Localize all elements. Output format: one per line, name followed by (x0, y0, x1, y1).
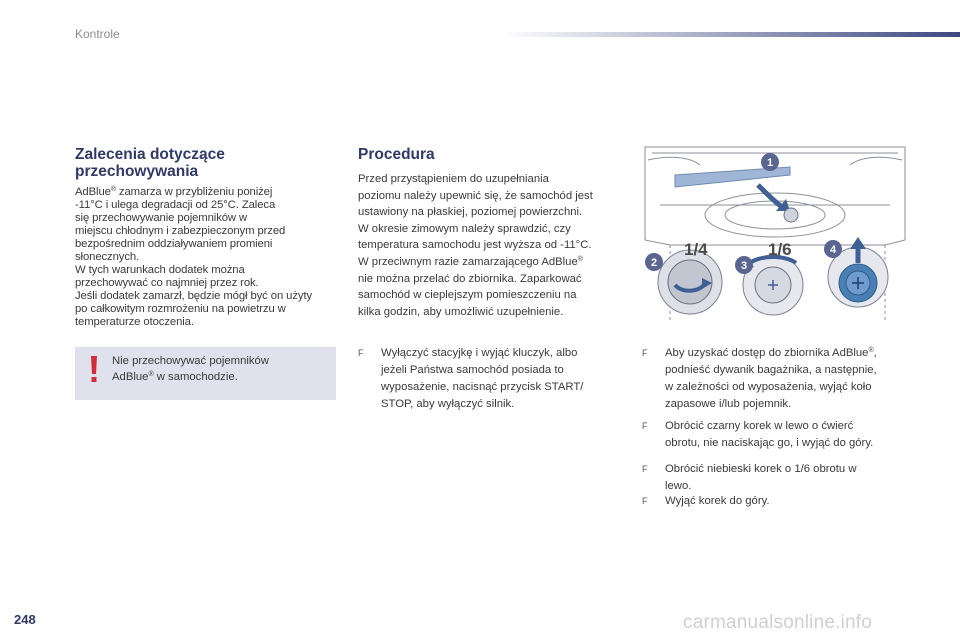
text-line: samochód w cieplejszym pomieszczeniu na (358, 289, 577, 302)
callout-3 (735, 256, 753, 274)
text-line: się przechowywanie pojemników w (75, 212, 248, 224)
text-line: ustawiony na płaskiej, poziomej powierzchni. (358, 206, 583, 219)
text-line: przechowywać co najmniej przez rok. (75, 277, 259, 289)
exclamation-icon (88, 355, 100, 385)
section-name: Kontrole (75, 27, 120, 41)
text-line: Aby uzyskać dostęp do zbiornika AdBlue®, (665, 347, 877, 359)
text-line: W przeciwnym razie zamarzającego AdBlue® (358, 255, 583, 268)
svg-text:1: 1 (766, 157, 774, 169)
storage-heading: Zalecenia dotyczące przechowywania (75, 146, 225, 180)
text-line: AdBlue® zamarza w przybliżeniu poniżej (75, 186, 273, 198)
callout-2 (645, 253, 663, 271)
text-line: wyposażenie, nacisnąć przycisk START/ (381, 381, 584, 393)
text-line: temperatura samochodu jest wyższa od -11°C. (358, 239, 592, 252)
text-line: Obrócić niebieski korek o 1/6 obrotu w (665, 463, 857, 475)
text-line: Wyłączyć stacyjkę i wyjąć kluczyk, albo (381, 347, 578, 359)
text-line: Wyjąć korek do góry. (665, 495, 770, 507)
text-line: W tych warunkach dodatek można (75, 264, 245, 276)
svg-text:4: 4 (829, 244, 837, 256)
text-line: W okresie zimowym należy sprawdzić, czy (358, 222, 571, 235)
bullet-icon: F (642, 348, 648, 358)
adblue-filler-illustration (640, 145, 910, 325)
header-bar (500, 32, 960, 37)
procedure-paragraph (358, 171, 628, 320)
text-line: w zależności od wyposażenia, wyjąć koło (665, 381, 872, 393)
cap-panel-middle (740, 240, 803, 315)
bullet-icon: F (642, 421, 648, 431)
text-line: podnieść dywanik bagażnika, a następnie, (665, 364, 877, 376)
text-line: po całkowitym rozmrożeniu na powietrzu w (75, 303, 286, 315)
procedure-section (358, 146, 628, 320)
text-line: kilka godzin, aby umożliwić uzupełnienie. (358, 305, 564, 318)
storage-paragraph (75, 186, 340, 329)
text-line: bezpośrednim oddziaływaniem promieni (75, 238, 273, 250)
text-line: STOP, aby wyłączyć silnik. (381, 398, 515, 410)
bullet-icon: F (358, 348, 364, 358)
bullet-icon: F (642, 496, 648, 506)
arrow-to-filler (758, 185, 782, 207)
text-line: poziomu należy upewnić się, że samochód jest (358, 189, 593, 202)
text-line: słonecznych. (75, 251, 140, 263)
text-line: Obrócić czarny korek w lewo o ćwierć (665, 420, 854, 432)
text-line: Przed przystąpieniem do uzupełniania (358, 173, 549, 185)
cap-panel-left (658, 240, 722, 314)
text-line: temperaturze otoczenia. (75, 316, 194, 328)
procedure-heading: Procedura (358, 146, 435, 163)
text-line: Jeśli dodatek zamarzł, będzie mógł być on użyty (75, 290, 313, 302)
watermark-text: carmanualsonline.info (683, 612, 873, 633)
text-line: zapasowe i/lub pojemnik. (665, 398, 792, 410)
callout-1 (761, 153, 779, 171)
label-sixth: 1/6 (768, 240, 792, 259)
bullet-icon: F (642, 464, 648, 474)
text-line: jeżeli Państwa samochód posiada to (381, 364, 564, 376)
callout-4 (824, 240, 842, 258)
page-header (0, 0, 960, 50)
svg-text:2: 2 (650, 257, 658, 269)
filler-cap (784, 208, 798, 222)
warning-box (75, 347, 336, 400)
text-line: -11°C i ulega degradacji od 25°C. Zaleca (75, 199, 276, 211)
page-number: 248 (14, 612, 36, 627)
label-quarter: 1/4 (684, 240, 708, 259)
storage-section (75, 146, 340, 329)
text-line: lewo. (665, 480, 692, 492)
text-line: obrotu, nie naciskając go, i wyjąć do góry. (665, 437, 874, 449)
svg-text:3: 3 (740, 260, 748, 272)
warning-text: Nie przechowywać pojemników AdBlue® w samochodzie. (112, 355, 269, 383)
text-line: nie można przelać do zbiornika. Zaparkować (358, 272, 582, 285)
text-line: miejscu chłodnym i zabezpieczonym przed (75, 225, 286, 237)
